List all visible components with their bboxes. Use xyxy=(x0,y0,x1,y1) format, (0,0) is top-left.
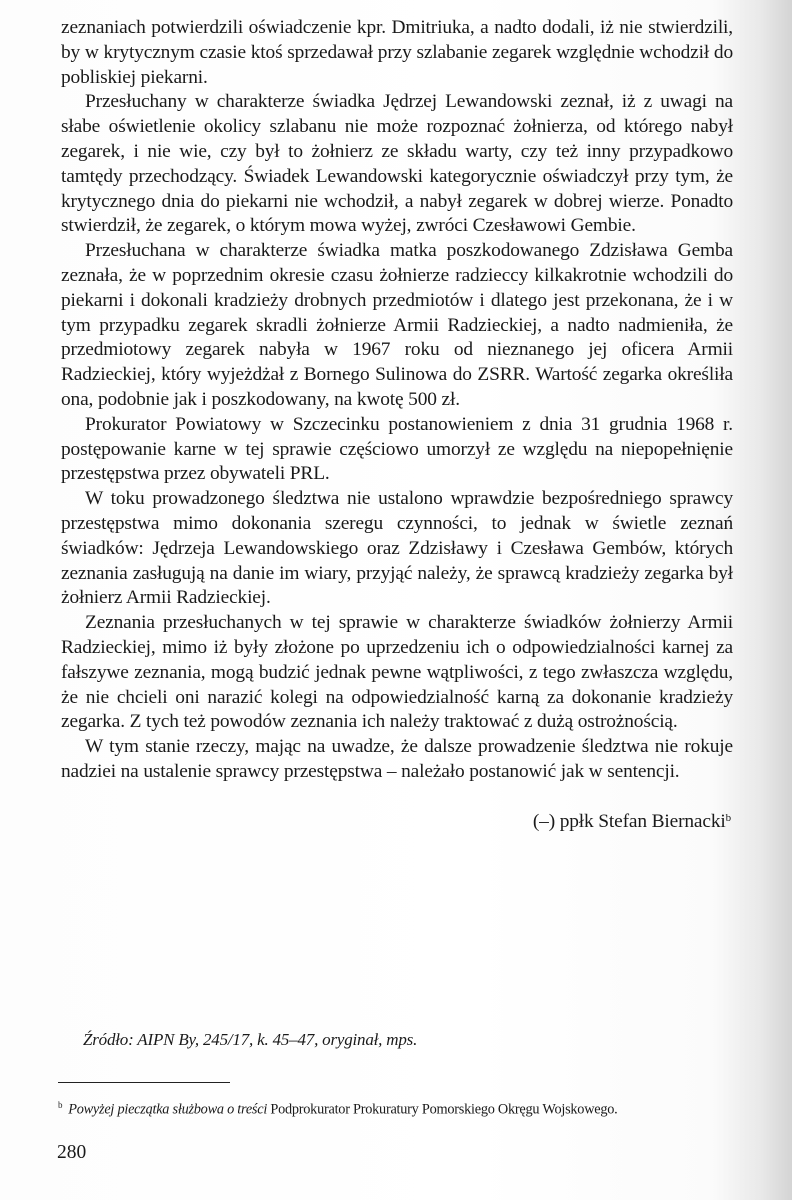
source-citation: Źródło: AIPN By, 245/17, k. 45–47, oryginał, mps. xyxy=(83,1030,418,1049)
footnote-marker: b xyxy=(58,1100,63,1110)
paragraph-prosecutor-decision: Prokurator Powiatowy w Szczecinku postanowieniem z dnia 31 grudnia 1968 r. postępowanie karne w tej sprawie częściowo umorzył ze względu na niepopełnięnie przestępstwa przez obywateli PRL. xyxy=(61,413,733,485)
paragraph-continuation: zeznaniach potwierdzili oświadczenie kpr. Dmitriuka, a nadto dodali, iż nie stwierdzili, by w krytycznym czasie ktoś sprzedawał przy szlabanie zegarek względnie wchodził do pobliskiej piekarni. xyxy=(61,17,733,88)
paragraph-soldier-testimonies: Zeznania przesłuchanych w tej sprawie w charakterze świadków żołnierzy Armii Radzieckiej, mimo iż były złożone po uprzedzeniu ich o odpowiedzialności karnej za fałszywe zeznania, mogą budzić jednak pewne wątpliwości, z tego zwłaszcza względu, że nie chcieli oni narazić kolegi na odpowiedzialność karną za dokonanie kradzieży zegarka. Z tych też powodów zeznania ich należy traktować z dużą ostrożnością. xyxy=(61,612,733,733)
footnote-italic-text: Powyżej pieczątka służbowa o treści xyxy=(68,1101,268,1118)
paragraph-mother-testimony: Przesłuchana w charakterze świadka matka poszkodowanego Zdzisława Gemba zeznała, że w poprzednim okresie czasu żołnierze radzieccy kilkakrotnie wchodzili do piekarni i dokonali kradzieży drobnych przedmiotów i dlatego jest przekonana, że i w tym przypadku zegarek skradli żołnierze Armii Radzieckiej, a nadto nadmieniła, że przedmiotowy zegarek nabyła w 1967 roku od nieznanego jej oficera Armii Radzieckiej, który wyjeżdżał z Bornego Sulinowa do ZSRR. Wartość zegarka określiła ona, podobnie jak i poszkodowany, na kwotę 500 zł. xyxy=(61,240,733,410)
signature-footnote-ref: b xyxy=(725,811,731,824)
footnote-divider xyxy=(58,1082,230,1083)
paragraph-conclusion: W tym stanie rzeczy, mając na uwadze, że dalsze prowadzenie śledztwa nie rokuje nadziei na ustalenie sprawcy przestępstwa – należało postanowić jak w sentencji. xyxy=(61,736,733,782)
signature-text: (–) ppłk Stefan Biernacki xyxy=(532,810,726,832)
paragraph-lewandowski-testimony: Przesłuchany w charakterze świadka Jędrzej Lewandowski zeznał, iż z uwagi na słabe oświetlenie okolicy szlabanu nie może rozpoznać żołnierza, od którego nabył zegarek, i nie wie, czy był to żołnierz ze składu warty, czy też inny przypadkowo tamtędy przechodzący. Świadek Lewandowski kategorycznie oświadczył przy tym, że krytycznego dnia do piekarni nie wchodził, a nabył zegarek w dobrej wierze. Ponadto stwierdził, że zegarek, o którym mowa wyżej, zwróci Czesławowi Gembie. xyxy=(61,91,733,237)
body-text xyxy=(61,16,733,834)
paragraph-investigation-findings: W toku prowadzonego śledztwa nie ustalono wprawdzie bezpośredniego sprawcy przestępstwa mimo dokonania szeregu czynności, to jednak w świetle zeznań świadków: Jędrzeja Lewandowskiego oraz Zdzisławy i Czesława Gembów, których zeznania zasługują na danie im wiary, przyjąć należy, że sprawcą kradzieży zegarka był żołnierz Armii Radzieckiej. xyxy=(61,488,733,609)
signature xyxy=(61,810,733,835)
footnote-regular-text: Podprokurator Prokuratury Pomorskiego Okręgu Wojskowego. xyxy=(267,1101,618,1118)
page-number: 280 xyxy=(57,1142,87,1163)
footnote xyxy=(58,1100,738,1118)
